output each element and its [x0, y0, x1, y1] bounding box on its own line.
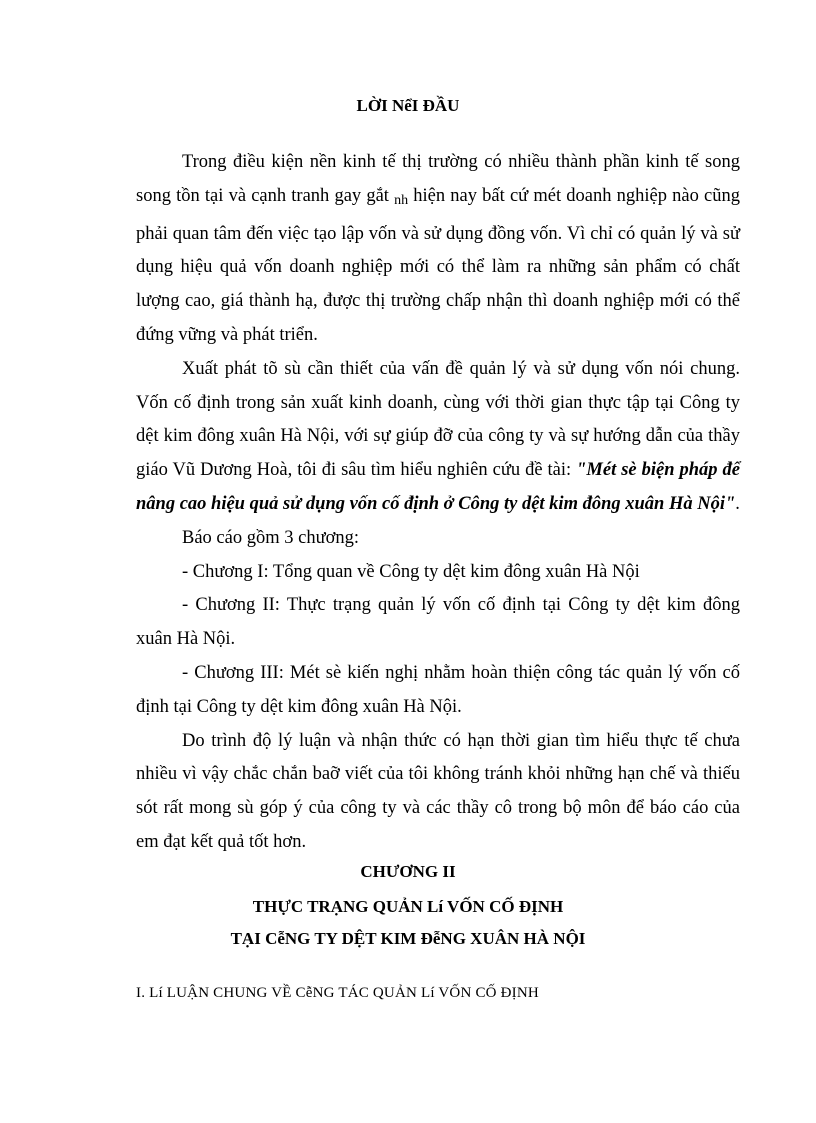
paragraph-1-subscript: nh [394, 192, 409, 208]
chapter-list-item-2: - Chương II: Thực trạng quản lý vốn cố định tại Công ty dệt kim đông xuân Hà Nội. [136, 595, 740, 650]
preface-body [136, 146, 740, 860]
thesis-topic: "Mét sè biện pháp để nâng cao hiệu quả sử dụng vốn cố định ở Công ty dệt kim đông xuân Hà Nội" [136, 460, 740, 514]
preface-paragraph-3: Báo cáo gồm 3 chương: [182, 527, 360, 548]
preface-paragraph-2 [136, 353, 740, 522]
paragraph-2-text: Xuất phát tõ sù cần thiết của vấn đề quản lý và sử dụng vốn nói chung. Vốn cố định trong sản xuất kinh doanh, cùng với thời gian thực tập tại Công ty dệt kim đông xuân Hà Nội, với sự giúp đỡ của công ty và sự hướng dẫn của thầy giáo Vũ Dương Hoà, tôi đi sâu tìm hiểu nghiên cứu đề tài: [136, 358, 740, 481]
preface-title: LỜI NểI ĐẦU [356, 96, 460, 115]
preface-paragraph-4: Do trình độ lý luận và nhận thức có hạn thời gian tìm hiểu thực tế chưa nhiều vì vậy chắc chắn baỡ viết của tôi không tránh khỏi những hạn chế và thiếu sót rất mong sù góp ý của công ty và các thầy cô trong bộ môn để báo cáo của em đạt kết quả tốt hơn. [136, 730, 740, 852]
section-heading: I. Lí LUẬN CHUNG VỀ CễNG TÁC QUẢN Lí VỐN CỐ ĐỊNH [136, 985, 539, 1001]
chapter-list-item-1: - Chương I: Tổng quan về Công ty dệt kim đông xuân Hà Nội [182, 561, 640, 582]
paragraph-1-text-a: Trong điều kiện nền kinh tế thị trường có nhiều thành phần kinh tế song song tồn tại và cạnh tranh gay gắt [136, 152, 740, 206]
preface-paragraph-1 [136, 146, 740, 353]
chapter-title-line-1: THỰC TRẠNG QUẢN Lí VỐN CỐ ĐỊNH [252, 897, 564, 916]
paragraph-1-text-b: hiện nay bất cứ mét doanh nghiệp nào cũng phải quan tâm đến việc tạo lập vốn và sử dụng đồng vốn. Vì chỉ có quản lý và sử dụng hiệu quả vốn doanh nghiệp mới có thể làm ra những sản phẩm có chất lượng cao, giá thành hạ, được thị trường chấp nhận thì doanh nghiệp mới có thể đứng vững và phát triển. [136, 185, 740, 345]
chapter-title-line-2: TẠI CễNG TY DỆT KIM ĐễNG XUÂN HÀ NỘI [230, 929, 586, 948]
paragraph-2-end: . [735, 493, 740, 514]
chapter-list-item-3: - Chương III: Mét sè kiến nghị nhằm hoàn thiện công tác quản lý vốn cố định tại Công ty dệt kim đông xuân Hà Nội. [136, 662, 740, 717]
chapter-label: CHƯƠNG II [360, 862, 456, 881]
